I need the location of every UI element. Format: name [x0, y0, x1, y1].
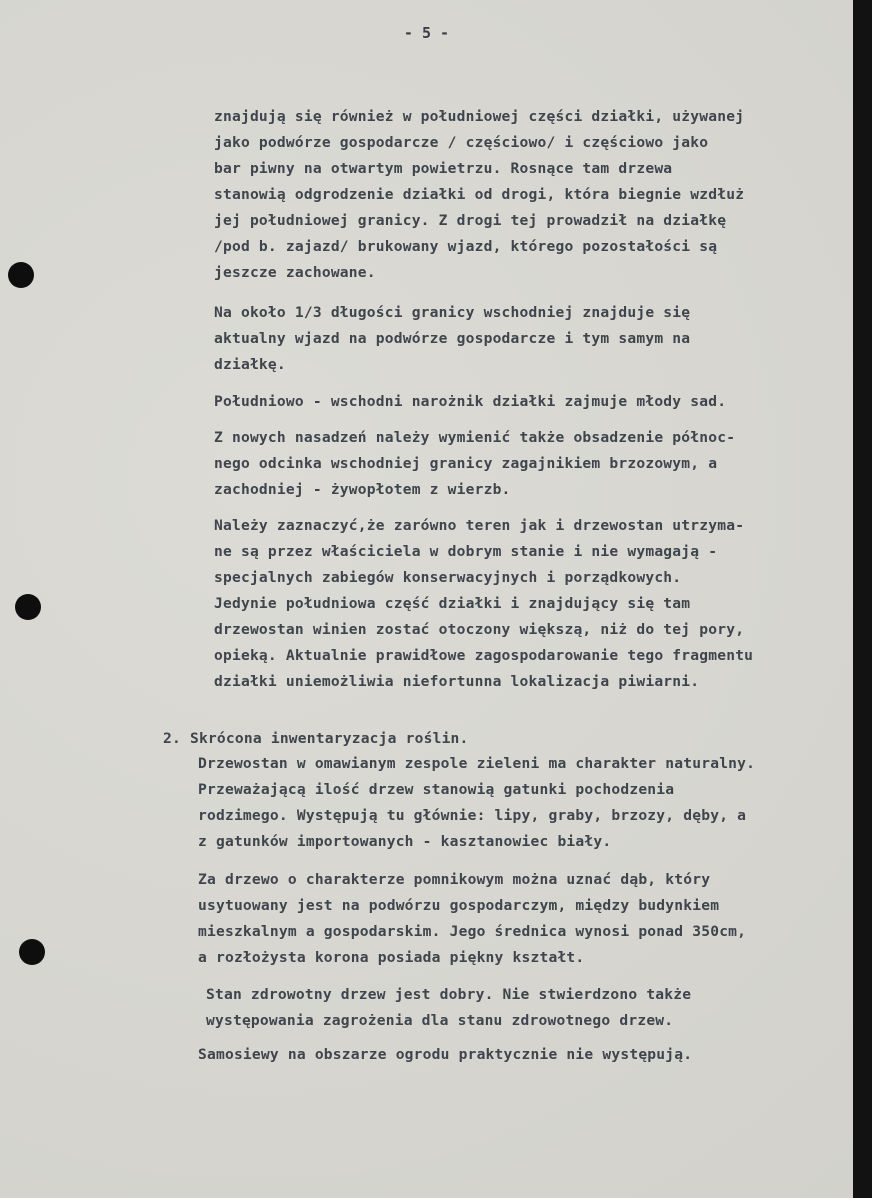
text-line: drzewostan winien zostać otoczony większą, niż do tej pory,: [214, 621, 745, 638]
text-line: specjalnych zabiegów konserwacyjnych i porządkowych.: [214, 569, 682, 586]
text-line: /pod b. zajazd/ brukowany wjazd, którego pozostałości są: [214, 238, 718, 255]
text-line: nego odcinka wschodniej granicy zagajnikiem brzozowym, a: [214, 455, 718, 472]
text-line: jako podwórze gospodarcze / częściowo/ i częściowo jako: [214, 134, 709, 151]
text-line: Za drzewo o charakterze pomnikowym można uznać dąb, który: [198, 871, 711, 888]
text-line: aktualny wjazd na podwórze gospodarcze i tym samym na: [214, 330, 691, 347]
text-line: jeszcze zachowane.: [214, 264, 376, 281]
text-line: występowania zagrożenia dla stanu zdrowotnego drzew.: [206, 1012, 674, 1029]
punch-hole: [8, 262, 34, 288]
text-line: Na około 1/3 długości granicy wschodniej znajduje się: [214, 304, 691, 321]
text-line: Należy zaznaczyć,że zarówno teren jak i drzewostan utrzyma-: [214, 517, 745, 534]
text-line: jej południowej granicy. Z drogi tej prowadził na działkę: [214, 212, 727, 229]
text-line: bar piwny na otwartym powietrzu. Rosnące tam drzewa: [214, 160, 673, 177]
text-line: działkę.: [214, 356, 286, 373]
text-line: znajdują się również w południowej części działki, używanej: [214, 108, 745, 125]
punch-hole: [19, 939, 45, 965]
text-line: opieką. Aktualnie prawidłowe zagospodarowanie tego fragmentu: [214, 647, 754, 664]
text-line: ne są przez właściciela w dobrym stanie i nie wymagają -: [214, 543, 718, 560]
text-line: działki uniemożliwia niefortunna lokalizacja piwiarni.: [214, 673, 700, 690]
scan-edge: [853, 0, 872, 1198]
text-line: usytuowany jest na podwórzu gospodarczym, między budynkiem: [198, 897, 720, 914]
text-line: Przeważającą ilość drzew stanowią gatunki pochodzenia: [198, 781, 675, 798]
punch-hole: [15, 594, 41, 620]
text-line: Południowo - wschodni narożnik działki zajmuje młody sad.: [214, 393, 727, 410]
page-number: - 5 -: [403, 24, 450, 42]
text-line: Jedynie południowa część działki i znajdujący się tam: [214, 595, 691, 612]
text-line: a rozłożysta korona posiada piękny kształt.: [198, 949, 585, 966]
text-line: mieszkalnym a gospodarskim. Jego średnica wynosi ponad 350cm,: [198, 923, 747, 940]
text-line: stanowią odgrodzenie działki od drogi, która biegnie wzdłuż: [214, 186, 745, 203]
text-line: z gatunków importowanych - kasztanowiec biały.: [198, 833, 612, 850]
section-heading: 2. Skrócona inwentaryzacja roślin.: [163, 730, 469, 747]
text-line: rodzimego. Występują tu głównie: lipy, graby, brzozy, dęby, a: [198, 807, 747, 824]
text-line: Z nowych nasadzeń należy wymienić także obsadzenie północ-: [214, 429, 736, 446]
text-line: zachodniej - żywopłotem z wierzb.: [214, 481, 511, 498]
text-line: Drzewostan w omawianym zespole zieleni ma charakter naturalny.: [198, 755, 756, 772]
text-line: Samosiewy na obszarze ogrodu praktycznie nie występują.: [198, 1046, 693, 1063]
text-line: Stan zdrowotny drzew jest dobry. Nie stwierdzono także: [206, 986, 692, 1003]
